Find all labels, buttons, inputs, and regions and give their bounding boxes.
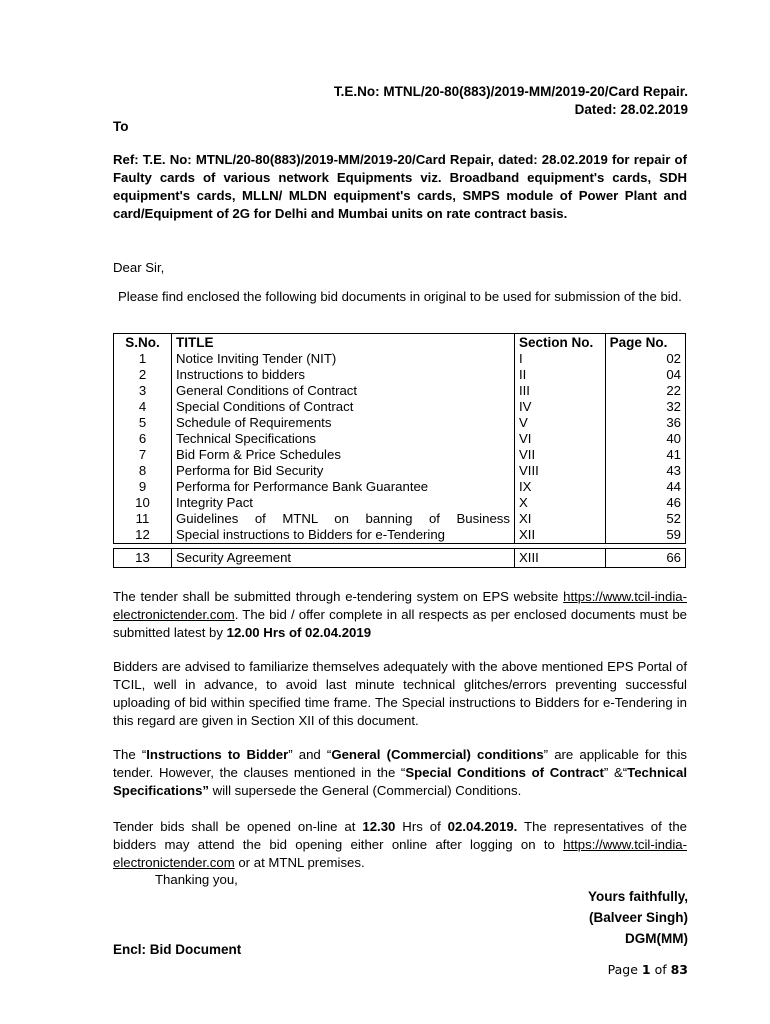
conditions-text-5: will supersede the General (Commercial) Conditions. xyxy=(209,783,522,798)
table-row xyxy=(114,495,686,511)
cell-sno: 7 xyxy=(114,447,172,463)
table-row xyxy=(114,463,686,479)
cell-title: Technical Specifications xyxy=(172,431,515,447)
conditions-text-1: The “ xyxy=(113,747,147,762)
opening-paragraph xyxy=(113,818,687,872)
cell-title: Performa for Performance Bank Guarantee xyxy=(172,479,515,495)
page-current: 1 xyxy=(641,962,651,977)
cell-page: 02 xyxy=(605,351,685,367)
familiarize-paragraph: Bidders are advised to familiarize themselves adequately with the above mentioned EPS Portal of TCIL, well in advance, to avoid last minute technical glitches/errors preventing successful uploading of bid within specified time frame. The Special instructions to Bidders for e-Tendering in this regard are given in Section XII of this document. xyxy=(113,659,687,728)
cell-page: 04 xyxy=(605,367,685,383)
opening-text-4: or at MTNL premises. xyxy=(234,855,365,870)
cell-title: Security Agreement xyxy=(172,549,515,568)
closing-line: Thanking you, xyxy=(155,872,238,887)
tender-date: Dated: 28.02.2019 xyxy=(574,102,688,117)
cell-section: IV xyxy=(514,399,605,415)
cell-sno: 8 xyxy=(114,463,172,479)
cell-section: V xyxy=(514,415,605,431)
cell-title: Schedule of Requirements xyxy=(172,415,515,431)
cell-sno: 11 xyxy=(114,511,172,527)
cell-page: 44 xyxy=(605,479,685,495)
cell-title: Guidelines of MTNL on banning of Business xyxy=(172,511,515,527)
page-total: 83 xyxy=(670,962,688,977)
table-row xyxy=(114,399,686,415)
opening-date: 02.04.2019. xyxy=(447,819,518,834)
cell-page: 46 xyxy=(605,495,685,511)
table-row xyxy=(114,351,686,367)
table-row xyxy=(114,431,686,447)
eps-website-link[interactable]: https://www.tcil-india-electronictender.com xyxy=(113,589,687,622)
page-number xyxy=(608,962,688,977)
cell-page: 59 xyxy=(605,527,685,544)
table-row xyxy=(114,367,686,383)
cell-section: XII xyxy=(514,527,605,544)
table-row xyxy=(114,549,686,568)
tcil-website-link[interactable]: https://www.tcil-india-electronictender.com xyxy=(113,837,687,870)
cell-title: General Conditions of Contract xyxy=(172,383,515,399)
conditions-bold-3: Special Conditions of Contract xyxy=(405,765,604,780)
cell-section: XIII xyxy=(514,549,605,568)
table-row xyxy=(114,479,686,495)
cell-title: Notice Inviting Tender (NIT) xyxy=(172,351,515,367)
cell-title: Instructions to bidders xyxy=(172,367,515,383)
cell-page: 43 xyxy=(605,463,685,479)
cell-page: 32 xyxy=(605,399,685,415)
conditions-paragraph xyxy=(113,746,687,800)
cell-sno: 13 xyxy=(114,549,172,568)
cell-sno: 9 xyxy=(114,479,172,495)
conditions-text-2: ” and “ xyxy=(288,747,332,762)
cell-sno: 5 xyxy=(114,415,172,431)
signatory-name: (Balveer Singh) xyxy=(588,910,688,925)
cell-section: X xyxy=(514,495,605,511)
conditions-bold-1: Instructions to Bidder xyxy=(146,747,289,762)
cell-sno: 4 xyxy=(114,399,172,415)
enclosure-note: Encl: Bid Document xyxy=(113,942,242,957)
addressee-label: To xyxy=(113,119,129,134)
submission-text-a: The tender shall be submitted through e-tendering system on EPS website xyxy=(113,589,564,604)
bid-documents-table xyxy=(113,333,686,568)
tender-number: T.E.No: MTNL/20-80(883)/2019-MM/2019-20/Card Repair. xyxy=(333,84,688,99)
cell-sno: 12 xyxy=(114,527,172,544)
submission-text-b: . The bid / offer complete in all respects as per enclosed documents must be submitted latest by xyxy=(113,607,687,640)
salutation: Dear Sir, xyxy=(113,260,165,275)
cell-page: 36 xyxy=(605,415,685,431)
page-of: of xyxy=(650,962,671,977)
cell-section: VIII xyxy=(514,463,605,479)
header-page: Page No. xyxy=(605,334,685,352)
cell-page: 40 xyxy=(605,431,685,447)
cell-section: II xyxy=(514,367,605,383)
cell-title: Special instructions to Bidders for e-Tendering xyxy=(172,527,515,544)
table-row xyxy=(114,527,686,544)
cell-sno: 6 xyxy=(114,431,172,447)
cell-section: I xyxy=(514,351,605,367)
cell-page: 22 xyxy=(605,383,685,399)
intro-paragraph: Please find enclosed the following bid documents in original to be used for submission of the bid. xyxy=(118,289,682,304)
header-title: TITLE xyxy=(172,334,515,352)
signature-block xyxy=(588,886,688,949)
cell-title: Special Conditions of Contract xyxy=(172,399,515,415)
opening-time: 12.30 xyxy=(362,819,396,834)
cell-title: Performa for Bid Security xyxy=(172,463,515,479)
submission-deadline: 12.00 Hrs of 02.04.2019 xyxy=(226,625,372,640)
signature-closing: Yours faithfully, xyxy=(587,889,688,904)
signatory-designation: DGM(MM) xyxy=(625,931,688,946)
reference-paragraph: Ref: T.E. No: MTNL/20-80(883)/2019-MM/2019-20/Card Repair, dated: 28.02.2019 for repair of Faulty cards of various network Equipments viz. Broadband equipment's cards, SDH equipment's cards, MLLN/ MLDN equipment's cards, SMPS module of Power Plant and card/Equipment of 2G for Delhi and Mumbai units on rate contract basis. xyxy=(113,152,687,221)
cell-section: VI xyxy=(514,431,605,447)
cell-page: 52 xyxy=(605,511,685,527)
header-sno: S.No. xyxy=(114,334,172,352)
cell-section: III xyxy=(514,383,605,399)
cell-sno: 3 xyxy=(114,383,172,399)
table-row xyxy=(114,511,686,527)
cell-sno: 1 xyxy=(114,351,172,367)
cell-section: XI xyxy=(514,511,605,527)
cell-page: 66 xyxy=(605,549,685,568)
table-row xyxy=(114,383,686,399)
cell-sno: 10 xyxy=(114,495,172,511)
cell-title: Bid Form & Price Schedules xyxy=(172,447,515,463)
conditions-bold-4: Technical Specifications” xyxy=(113,765,687,798)
cell-title: Integrity Pact xyxy=(172,495,515,511)
opening-text-1: Tender bids shall be opened on-line at xyxy=(113,819,363,834)
conditions-bold-2: General (Commercial) conditions xyxy=(331,747,544,762)
table-row xyxy=(114,415,686,431)
opening-text-2: Hrs of xyxy=(395,819,448,834)
submission-paragraph xyxy=(113,588,687,642)
conditions-text-3: ” are applicable for this tender. However, the clauses mentioned in the “ xyxy=(113,747,687,780)
cell-sno: 2 xyxy=(114,367,172,383)
header-section: Section No. xyxy=(514,334,605,352)
cell-page: 41 xyxy=(605,447,685,463)
opening-text-3: The representatives of the bidders may attend the bid opening either online after logging on to xyxy=(113,819,687,852)
cell-section: VII xyxy=(514,447,605,463)
table-header-row xyxy=(114,334,686,352)
cell-section: IX xyxy=(514,479,605,495)
conditions-text-4: ” &“ xyxy=(603,765,628,780)
table-row xyxy=(114,447,686,463)
page-label: Page xyxy=(607,962,642,977)
